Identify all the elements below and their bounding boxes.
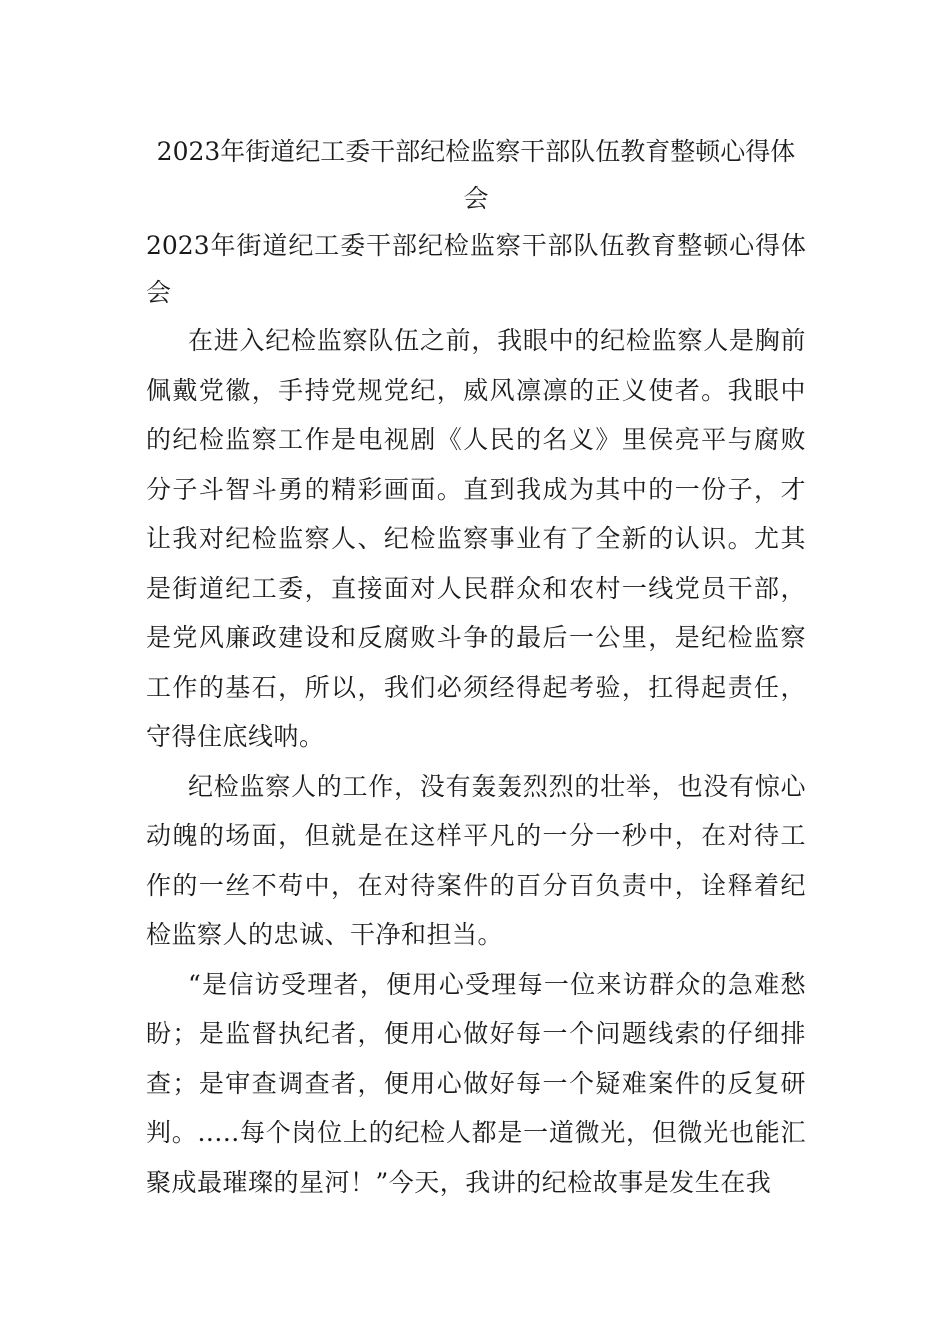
document-title: 2023年街道纪工委干部纪检监察干部队伍教育整顿心得体会 — [156, 137, 796, 213]
body-paragraph-2: 纪检监察人的工作，没有轰轰烈烈的壮举，也没有惊心动魄的场面，但就是在这样平凡的一分一秒中，在对待工作的一丝不苟中，在对待案件的百分百负责中，诠释着纪检监察人的忠诚、干净和担当。 — [146, 771, 806, 949]
body-paragraph-1: 在进入纪检监察队伍之前，我眼中的纪检监察人是胸前佩戴党徽，手持党规党纪，威风凛凛的正义使者。我眼中的纪检监察工作是电视剧《人民的名义》里侯亮平与腐败分子斗智斗勇的精彩画面。直到我成为其中的一份子，才让我对纪检监察人、纪检监察事业有了全新的认识。尤其是街道纪工委，直接面对人民群众和农村一线党员干部，是党风廉政建设和反腐败斗争的最后一公里，是纪检监察工作的基石，所以，我们必须经得起考验，扛得起责任，守得住底线呐。 — [146, 326, 806, 751]
document-page — [146, 128, 806, 1207]
body-paragraph-3: “是信访受理者，便用心受理每一位来访群众的急难愁盼；是监督执纪者，便用心做好每一个问题线索的仔细排查；是审查调查者，便用心做好每一个疑难案件的反复研判。.....每个岗位上的纪检人都是一道微光，但微光也能汇聚成最璀璨的星河！”今天，我讲的纪检故事是发生在我 — [146, 969, 806, 1197]
document-subtitle: 2023年街道纪工委干部纪检监察干部队伍教育整顿心得体会 — [146, 231, 806, 307]
